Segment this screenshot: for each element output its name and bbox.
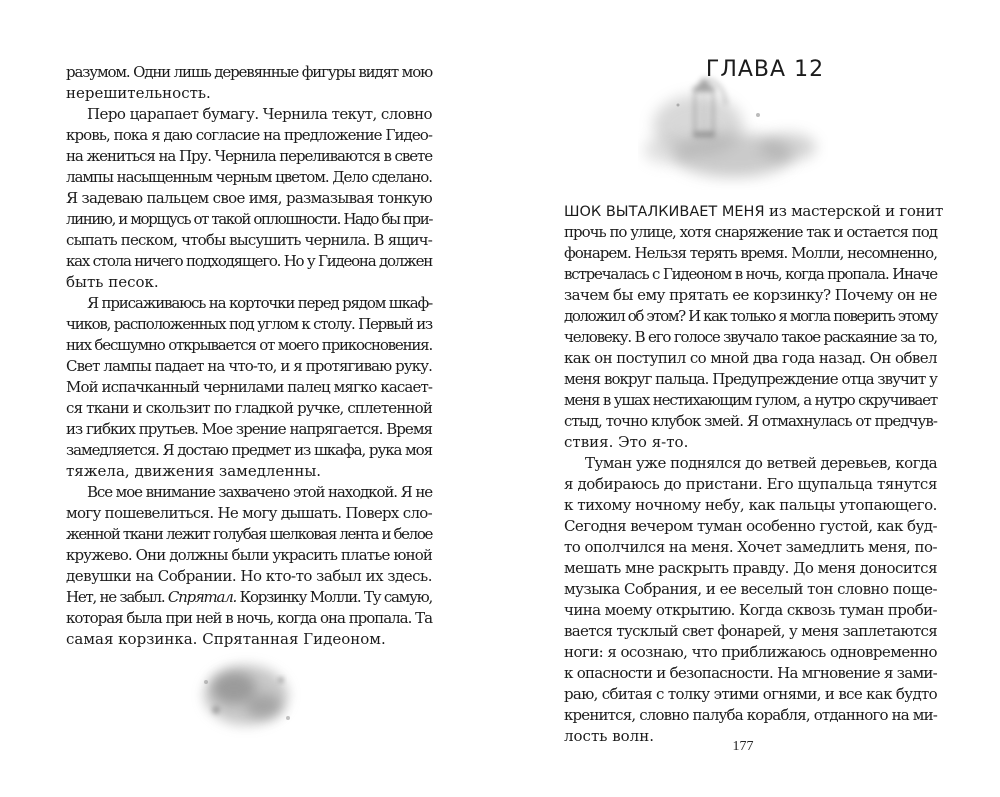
- text-line: к тихому ночному небу, как пальцы утопающего.: [564, 496, 937, 514]
- text-line: то ополчился на меня. Хочет замедлить меня, по-: [564, 538, 937, 556]
- text-line: как он поступил со мной два года назад. Он обвел: [564, 349, 938, 367]
- text-line: чина моему открытию. Когда сквозь туман проби-: [564, 601, 937, 619]
- text-line: [564, 201, 943, 222]
- chapter-lead-caps: ШОК ВЫТАЛКИВАЕТ МЕНЯ: [564, 204, 765, 220]
- text-line: линию, и морщусь от такой оплошности. Надо бы при-: [66, 210, 433, 228]
- text-line: нерешительность.: [66, 84, 211, 102]
- text-line: них бесшумно открывается от моего прикосновения.: [66, 336, 433, 354]
- text-line: кружево. Они должны были украсить платье юной: [66, 546, 433, 564]
- text-fragment: Корзинку Молли. Ту самую,: [239, 588, 432, 606]
- text-line: лость волн.: [564, 727, 654, 745]
- text-line: музыка Собрания, и ее веселый тон словно поще-: [564, 580, 938, 598]
- text-line: я добираюсь до пристани. Его щупальца тянутся: [564, 475, 938, 493]
- text-line: встречалась с Гидеоном в ночь, когда пропала. Иначе: [564, 265, 937, 283]
- text-line: ся ткани и скользит по гладкой ручке, сплетенной: [66, 399, 432, 417]
- text-line: доложил об этом? И как только я могла поверить этому: [564, 307, 937, 325]
- text-line: кровь, пока я даю согласие на предложение Гидео-: [66, 126, 433, 144]
- text-line: мешать мне раскрыть правду. До меня доносится: [564, 559, 938, 577]
- italic-word: Спрятал.: [167, 588, 237, 606]
- text-line: чиков, расположенных под углом к столу. Первый из: [66, 315, 433, 333]
- text-line: меня вокруг пальца. Предупреждение отца звучит у: [564, 370, 938, 388]
- text-line: Свет лампы падает на что-то, и я протягиваю руку.: [66, 357, 433, 375]
- right-page-text: [564, 201, 943, 747]
- text-fragment: из мастерской и гонит: [769, 202, 943, 220]
- text-line: сыпать песком, чтобы высушить чернила. В ящич-: [66, 231, 432, 249]
- text-line: на жениться на Пру. Чернила переливаются в свете: [66, 147, 433, 165]
- text-line: [66, 587, 432, 608]
- text-line: человеку. В его голосе звучало такое раскаяние за то,: [564, 328, 937, 346]
- text-line: вается тусклый свет фонарей, у меня заплетаются: [564, 622, 938, 640]
- text-line: ствия. Это я-то.: [564, 433, 689, 451]
- text-line: раю, сбитая с толку этими огнями, и все как будто: [564, 685, 937, 703]
- text-line: к опасности и безопасности. На мгновение я зами-: [564, 664, 937, 682]
- text-line: девушки на Собрании. Но кто-то забыл их здесь.: [66, 567, 432, 585]
- text-line: быть песок.: [66, 273, 159, 291]
- text-line: меня в ушах нестихающим гулом, а нутро скручивает: [564, 391, 937, 409]
- text-line: кренится, словно палуба корабля, отданного на ми-: [564, 706, 938, 724]
- page-number: 177: [732, 739, 754, 754]
- text-line: Мой испачканный чернилами палец мягко касает-: [66, 378, 433, 396]
- text-line: фонарем. Нельзя терять время. Молли, несомненно,: [564, 244, 938, 262]
- text-line: Я задеваю пальцем свое имя, размазывая тонкую: [66, 189, 432, 207]
- text-line: Сегодня вечером туман особенно густой, как буд-: [564, 517, 937, 535]
- text-line: лампы насыщенным черным цветом. Дело сделано.: [66, 168, 433, 186]
- text-line: разумом. Одни лишь деревянные фигуры видят мою: [66, 63, 432, 81]
- text-line: из гибких прутьев. Мое зрение напрягается. Время: [66, 420, 433, 438]
- text-line: зачем бы ему прятать ее корзинку? Почему он не: [564, 286, 937, 304]
- text-line: ноги: я осознаю, что приближаюсь одновременно: [564, 643, 938, 661]
- text-line: которая была при ней в ночь, когда она пропала. Та: [66, 609, 432, 627]
- text-line: ках стола ничего подходящего. Но у Гидеона должен: [66, 252, 433, 270]
- text-line: женной ткани лежит голубая шелковая лента и белое: [66, 525, 432, 543]
- left-page-text: [66, 62, 432, 650]
- text-line: самая корзинка. Спрятанная Гидеоном.: [66, 630, 386, 648]
- text-fragment: Нет, не забыл.: [66, 588, 165, 606]
- chapter-title: ГЛАВА 12: [705, 57, 825, 82]
- ink-splash-icon: [176, 640, 316, 750]
- text-line: Перо царапает бумагу. Чернила текут, словно: [87, 105, 432, 123]
- text-line: замедляется. Я достаю предмет из шкафа, рука моя: [66, 441, 432, 459]
- right-page: [500, 0, 1000, 797]
- text-line: Все мое внимание захвачено этой находкой. Я не: [87, 483, 432, 501]
- text-line: могу пошевелиться. Не могу дышать. Поверх сло-: [66, 504, 432, 522]
- text-line: Я присаживаюсь на корточки перед рядом шкаф-: [87, 294, 433, 312]
- text-line: стыд, точно клубок змей. Я отмахнулась от предчув-: [564, 412, 937, 430]
- text-line: тяжела, движения замедленны.: [66, 462, 322, 480]
- text-line: Туман уже поднялся до ветвей деревьев, когда: [585, 454, 937, 472]
- text-line: прочь по улице, хотя снаряжение так и остается под: [564, 223, 937, 241]
